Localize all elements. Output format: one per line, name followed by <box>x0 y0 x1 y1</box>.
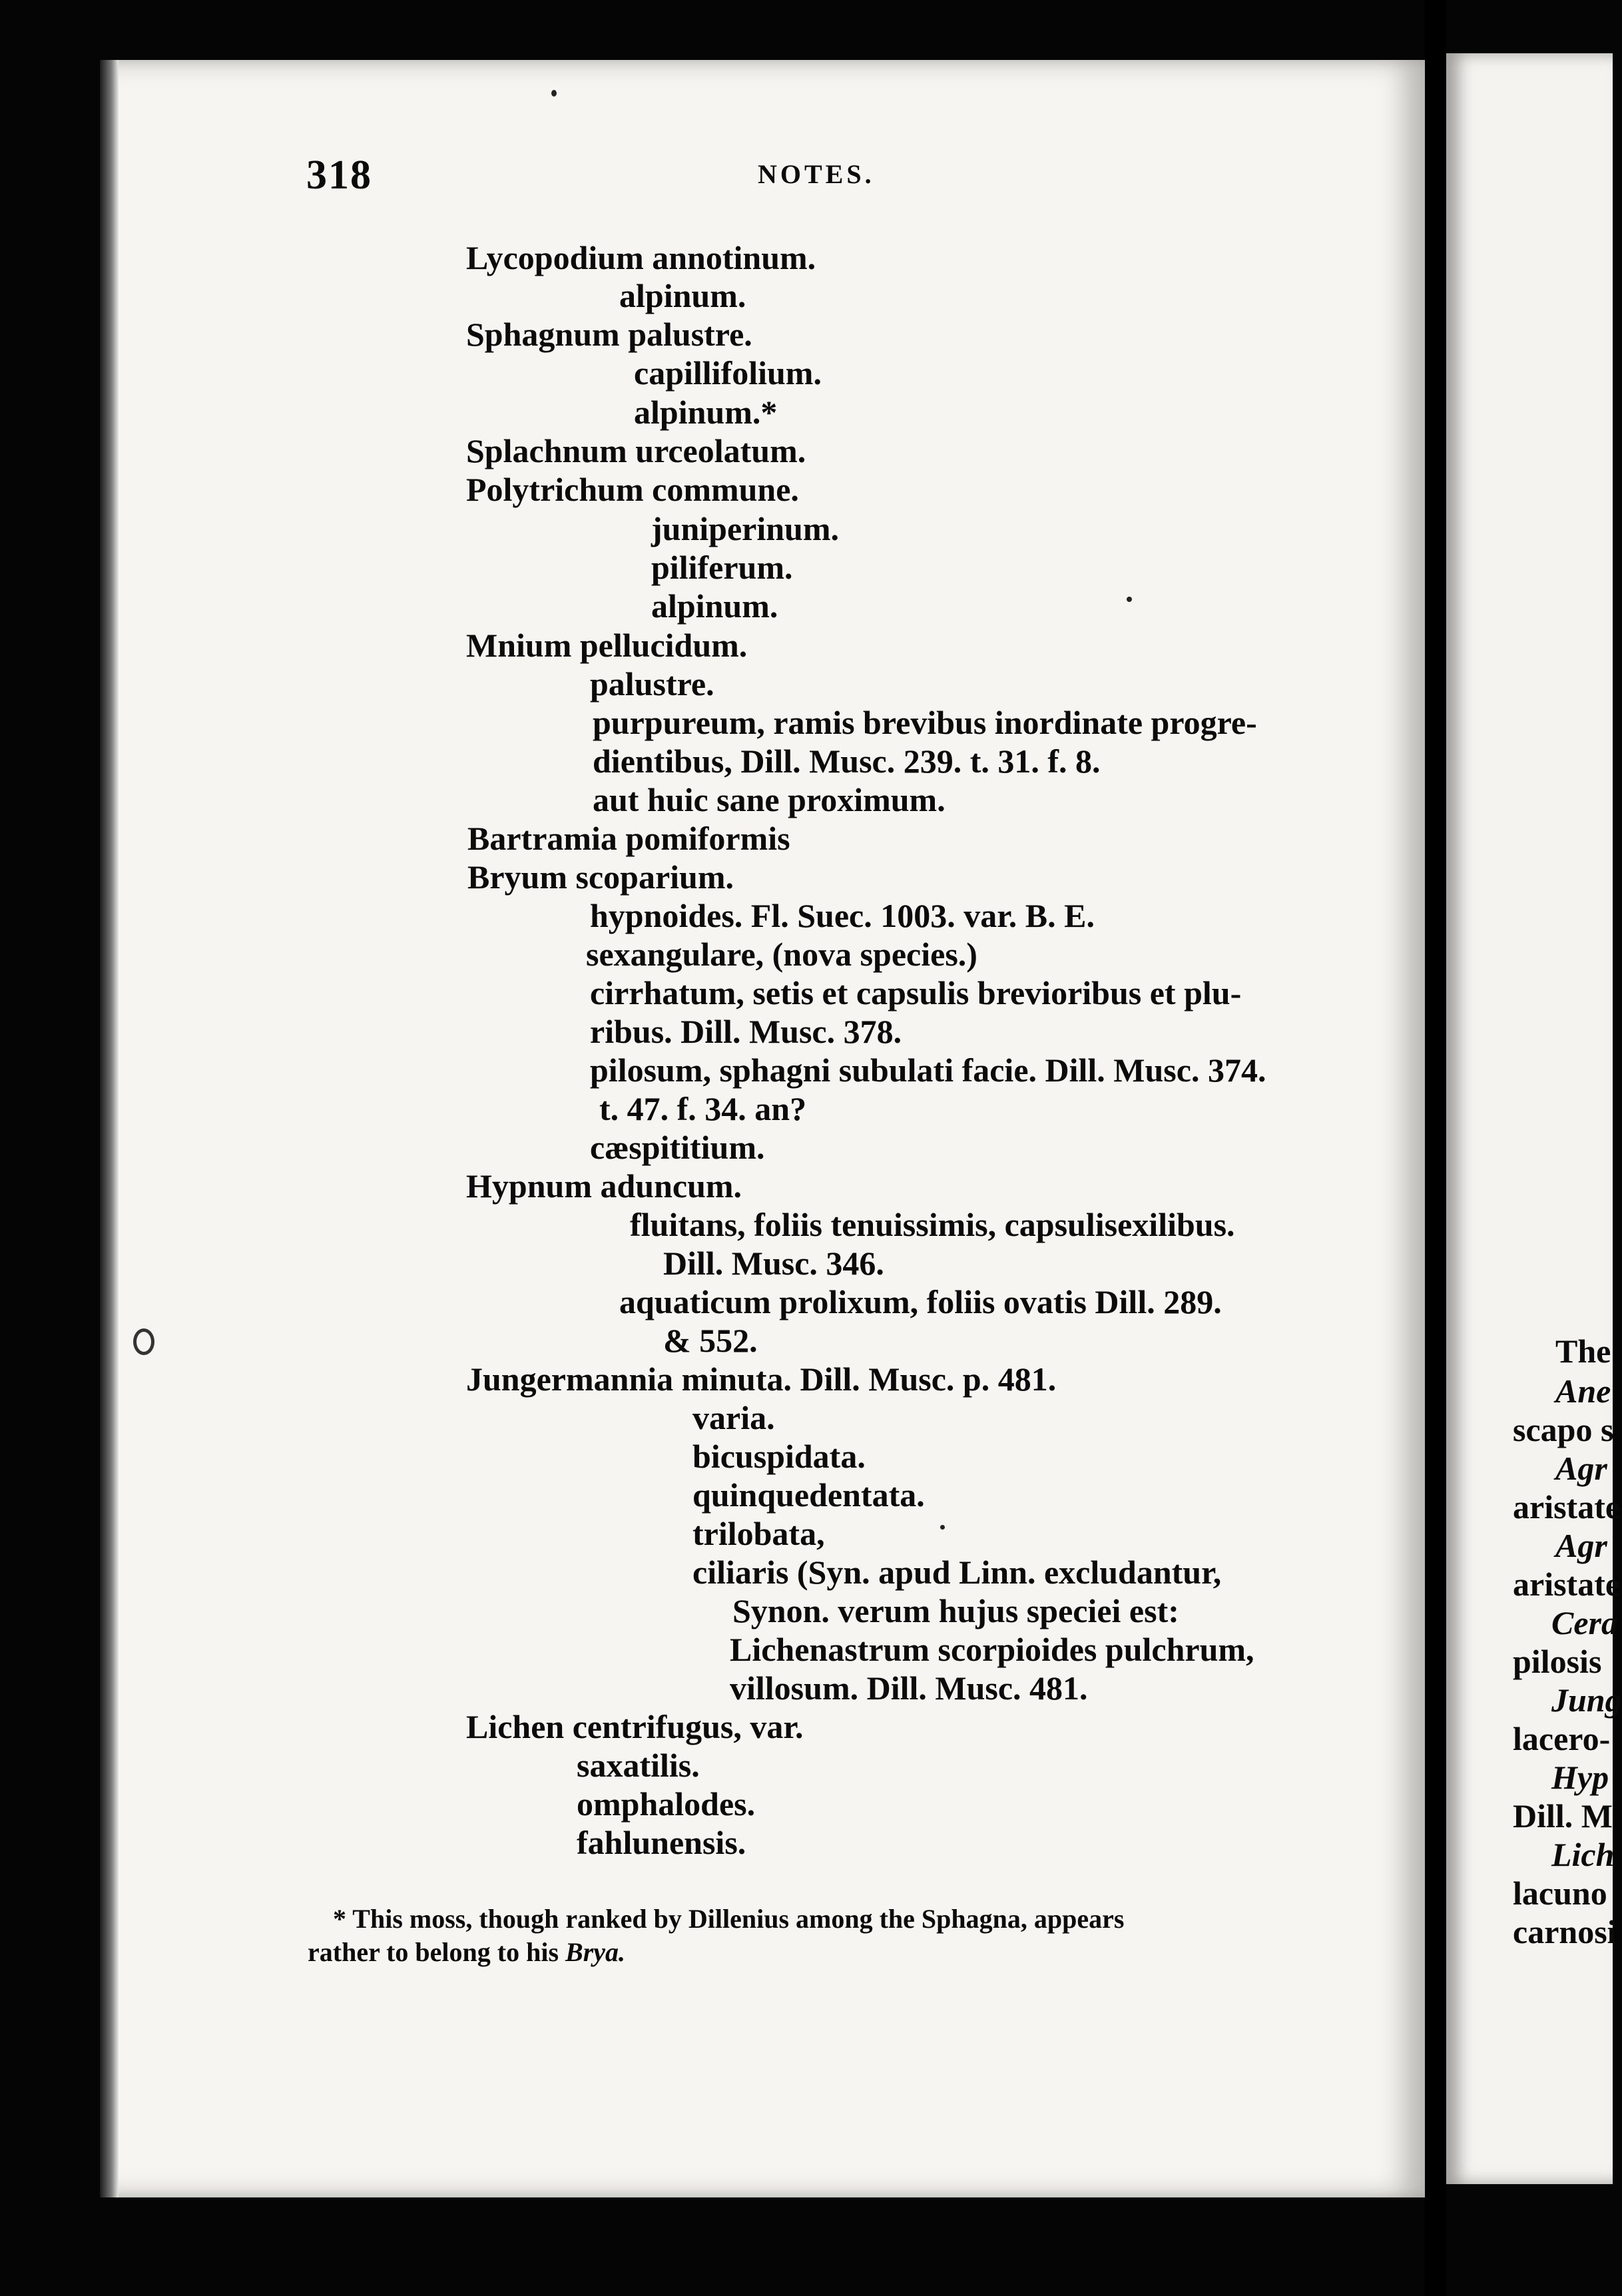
text-line: Polytrichum commune. <box>466 471 799 508</box>
text-line: aquaticum prolixum, foliis ovatis Dill. 289. <box>619 1283 1222 1320</box>
text-line: capillifolium. <box>634 354 822 392</box>
right-page-line: Jung <box>1551 1681 1622 1719</box>
text-line: fluitans, foliis tenuissimis, capsulisexilibus. <box>630 1206 1235 1243</box>
right-page-line: Lich <box>1551 1836 1615 1873</box>
text-line: Bryum scoparium. <box>467 858 734 896</box>
scan-speck <box>1127 597 1132 602</box>
text-line: & 552. <box>663 1322 758 1359</box>
text-line: juniperinum. <box>651 510 840 547</box>
text-line: ciliaris (Syn. apud Linn. excludantur, <box>692 1554 1222 1591</box>
text-line: t. 47. f. 34. an? <box>599 1090 807 1127</box>
text-line: Lichen centrifugus, var. <box>466 1708 804 1745</box>
right-page-line: Agr <box>1555 1450 1607 1487</box>
text-line: Jungermannia minuta. Dill. Musc. p. 481. <box>466 1360 1057 1398</box>
right-page-line: lacuno <box>1513 1874 1607 1912</box>
text-line: purpureum, ramis brevibus inordinate progre- <box>593 704 1257 741</box>
book-gutter <box>1425 0 1446 2296</box>
right-page-line: Agr <box>1555 1527 1607 1564</box>
text-line: Dill. Musc. 346. <box>663 1245 884 1282</box>
text-line: trilobata, <box>692 1515 825 1552</box>
text-line: Bartramia pomiformis <box>467 820 790 857</box>
footnote-italic-text: Brya. <box>565 1937 626 1967</box>
page-number: 318 <box>306 152 372 198</box>
scan-speck <box>940 1525 945 1530</box>
text-line: cæspititium. <box>590 1129 765 1166</box>
text-line: alpinum. <box>651 587 778 625</box>
right-page-line: lacero- <box>1513 1720 1611 1757</box>
scan-speck <box>133 1328 154 1355</box>
text-line: palustre. <box>590 665 714 703</box>
text-line: cirrhatum, setis et capsulis brevioribus et plu- <box>590 974 1242 1011</box>
text-line: sexangulare, (nova species.) <box>586 936 977 973</box>
text-line: saxatilis. <box>577 1747 700 1784</box>
text-line: Synon. verum hujus speciei est: <box>732 1592 1179 1629</box>
text-line: villosum. Dill. Musc. 481. <box>730 1669 1088 1707</box>
text-line: bicuspidata. <box>692 1438 866 1475</box>
right-page-line: Hyp <box>1551 1759 1609 1796</box>
footnote-line-2 <box>308 1939 625 1966</box>
right-page-line: pilosis <box>1513 1643 1602 1680</box>
text-line: quinquedentata. <box>692 1476 925 1514</box>
text-line: fahlunensis. <box>577 1824 746 1861</box>
text-line: ribus. Dill. Musc. 378. <box>590 1013 902 1050</box>
footnote-text: rather to belong to his <box>308 1937 566 1967</box>
text-line: omphalodes. <box>577 1785 756 1823</box>
right-page-line: aristate <box>1513 1488 1621 1526</box>
text-line: pilosum, sphagni subulati facie. Dill. Musc. 374. <box>590 1051 1266 1089</box>
right-page-line: Dill. M <box>1513 1797 1613 1835</box>
running-head: NOTES. <box>758 159 875 189</box>
text-line: Sphagnum palustre. <box>466 316 752 353</box>
text-line: Hypnum aduncum. <box>466 1167 742 1205</box>
text-line: Lichenastrum scorpioides pulchrum, <box>730 1631 1254 1668</box>
text-line: alpinum.* <box>634 394 778 431</box>
right-page-line: Cera <box>1551 1604 1618 1641</box>
text-line: Lycopodium annotinum. <box>466 239 816 276</box>
text-line: varia. <box>692 1399 775 1436</box>
text-line: dientibus, Dill. Musc. 239. t. 31. f. 8. <box>593 742 1101 780</box>
scan-speck <box>551 90 557 97</box>
right-page-line: Ane <box>1555 1372 1611 1410</box>
left-page-edge <box>100 60 119 2197</box>
text-line: alpinum. <box>619 277 746 314</box>
footnote-line-1: * This moss, though ranked by Dillenius among the Sphagna, appears <box>333 1904 1125 1934</box>
right-page-line: The <box>1555 1332 1611 1370</box>
text-line: Splachnum urceolatum. <box>466 432 806 469</box>
text-line: Mnium pellucidum. <box>466 627 748 664</box>
right-page-line: aristate <box>1513 1566 1621 1603</box>
right-page-line: scapo s <box>1513 1411 1614 1448</box>
right-page-line: carnosi <box>1513 1913 1617 1950</box>
text-line: piliferum. <box>651 549 793 586</box>
text-line: hypnoides. Fl. Suec. 1003. var. B. E. <box>590 897 1095 934</box>
text-line: aut huic sane proximum. <box>593 781 946 818</box>
